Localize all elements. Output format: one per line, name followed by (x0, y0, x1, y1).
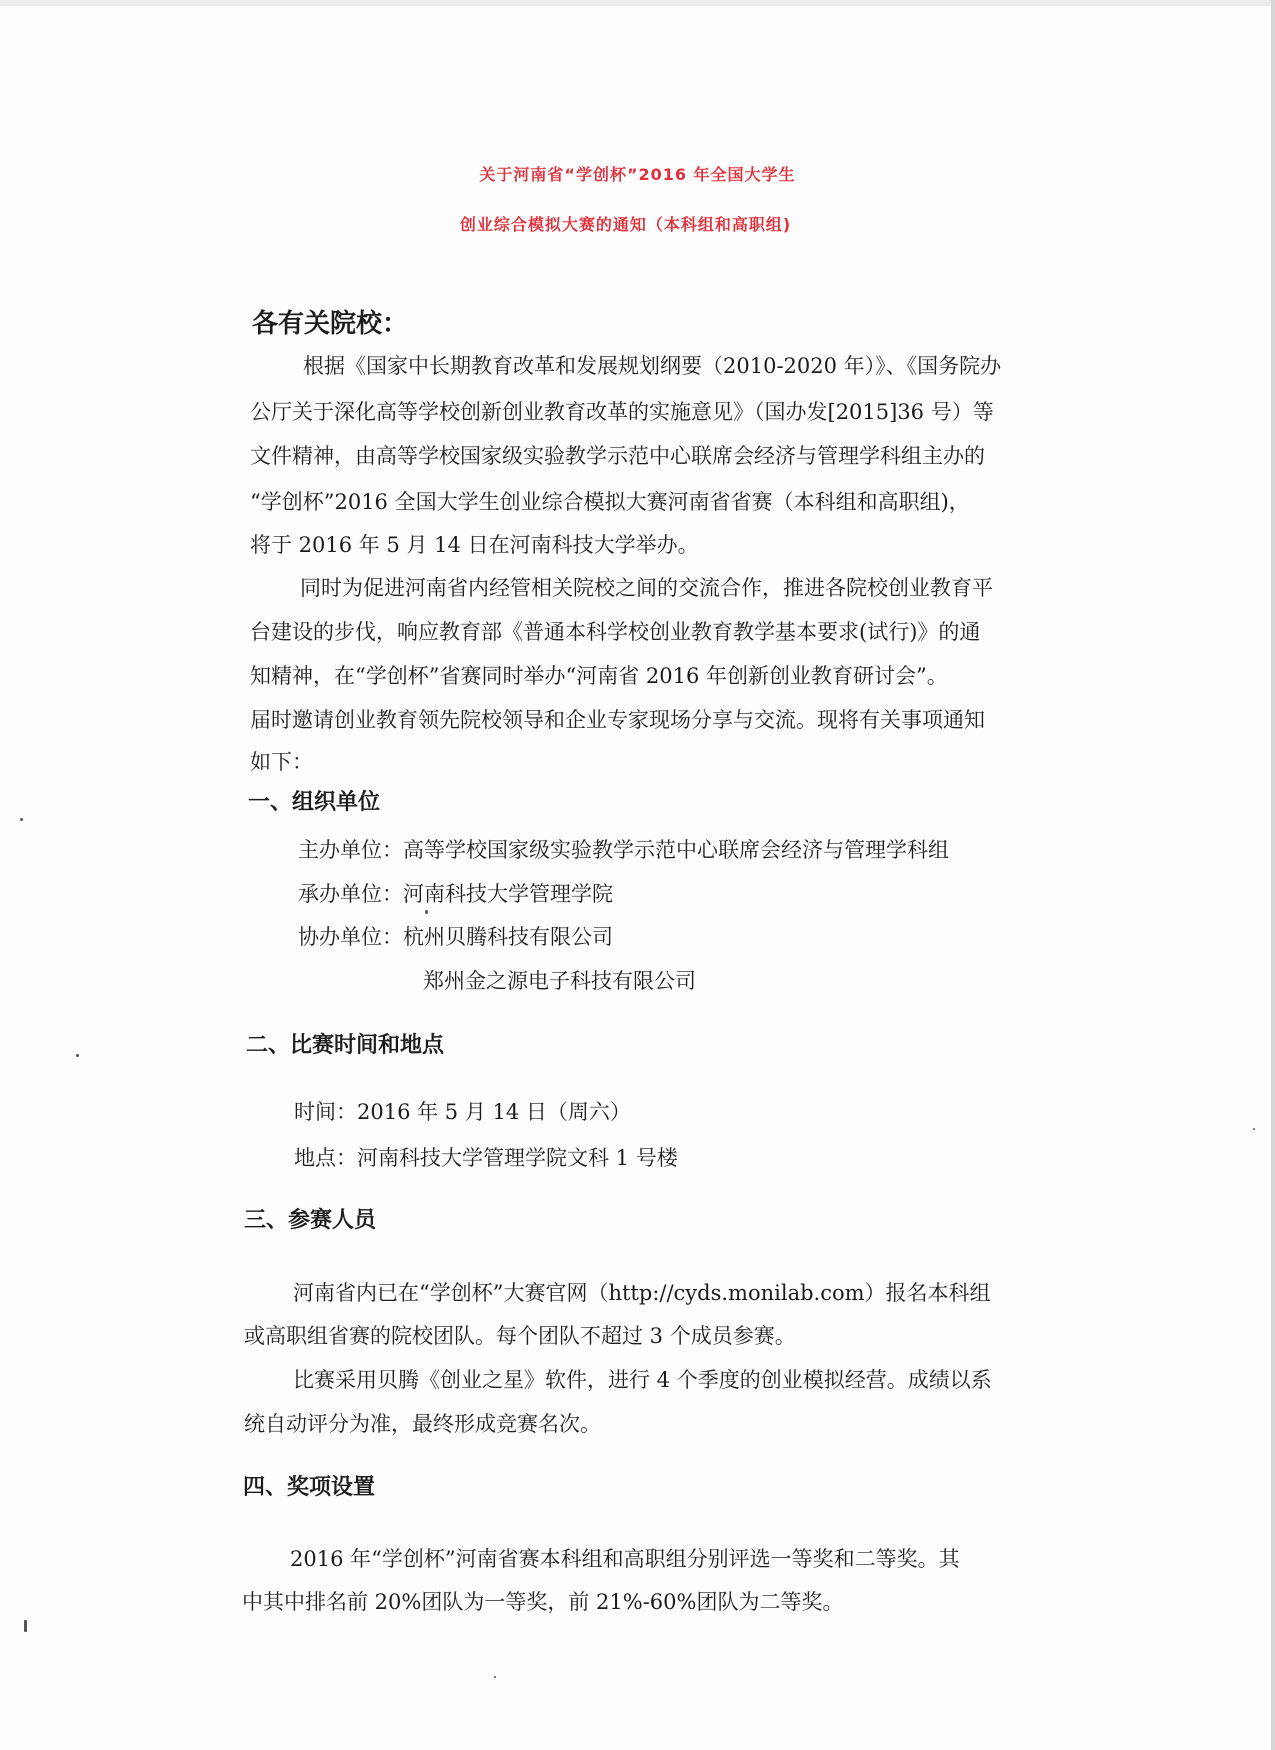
document-title-line-1: 关于河南省“学创杯”2016 年全国大学生 (479, 165, 796, 184)
paragraph2-line: 同时为促进河南省内经管相关院校之间的交流合作，推进各院校创业教育平 (300, 576, 993, 600)
section1-heading: 一、组织单位 (248, 790, 381, 815)
scan-speck (425, 910, 428, 914)
intro-line: 文件精神，由高等学校国家级实验教学示范中心联席会经济与管理学科组主办的 (250, 444, 985, 468)
scan-speck (494, 1676, 496, 1678)
participants-line: 或高职组省赛的院校团队。每个团队不超过 3 个成员参赛。 (244, 1324, 796, 1348)
section4-heading: 四、奖项设置 (243, 1475, 376, 1500)
time-place-line: 时间：2016 年 5 月 14 日（周六） (294, 1100, 631, 1124)
salutation: 各有关院校： (252, 309, 409, 339)
participants-line: 统自动评分为准，最终形成竞赛名次。 (244, 1412, 601, 1436)
intro-line: 将于 2016 年 5 月 14 日在河南科技大学举办。 (250, 533, 699, 557)
scan-edge-top (0, 0, 1275, 6)
scan-speck (76, 1054, 79, 1057)
paragraph2-line: 台建设的步伐，响应教育部《普通本科学校创业教育教学基本要求(试行)》的通 (250, 620, 981, 644)
time-place-line: 地点：河南科技大学管理学院文科 1 号楼 (294, 1146, 678, 1170)
intro-line: “学创杯”2016 全国大学生创业综合模拟大赛河南省省赛（本科组和高职组)， (250, 490, 970, 514)
organizer-line: 协办单位：杭州贝腾科技有限公司 (298, 925, 613, 949)
paragraph2-line: 届时邀请创业教育领先院校领导和企业专家现场分享与交流。现将有关事项通知 (250, 708, 985, 732)
intro-line: 根据《国家中长期教育改革和发展规划纲要（2010-2020 年）》、《国务院办 (303, 354, 1002, 378)
awards-line: 2016 年“学创杯”河南省赛本科组和高职组分别评选一等奖和二等奖。其 (290, 1547, 960, 1571)
organizer-line: 郑州金之源电子科技有限公司 (423, 969, 696, 993)
scan-speck (20, 818, 23, 821)
document-title-line-2: 创业综合模拟大赛的通知（本科组和高职组) (459, 215, 792, 234)
participants-line: 比赛采用贝腾《创业之星》软件，进行 4 个季度的创业模拟经营。成绩以系 (293, 1368, 992, 1392)
scan-edge-right (1271, 0, 1275, 1750)
participants-line: 河南省内已在“学创杯”大赛官网（http://cyds.monilab.com）报名本科组 (293, 1281, 991, 1305)
section2-heading: 二、比赛时间和地点 (246, 1033, 445, 1058)
organizer-line: 承办单位：河南科技大学管理学院 (298, 882, 613, 906)
paragraph2-line: 知精神，在“学创杯”省赛同时举办“河南省 2016 年创新创业教育研讨会”。 (250, 664, 948, 688)
scan-speck (24, 1620, 27, 1632)
organizer-line: 主办单位：高等学校国家级实验教学示范中心联席会经济与管理学科组 (298, 838, 949, 862)
section3-heading: 三、参赛人员 (244, 1208, 377, 1233)
intro-line: 公厅关于深化高等学校创新创业教育改革的实施意见》（国办发[2015]36 号）等 (250, 400, 994, 424)
scan-speck (1253, 1128, 1255, 1130)
awards-line: 中其中排名前 20%团队为一等奖，前 21%-60%团队为二等奖。 (242, 1590, 844, 1614)
paragraph2-line: 如下： (250, 750, 313, 774)
